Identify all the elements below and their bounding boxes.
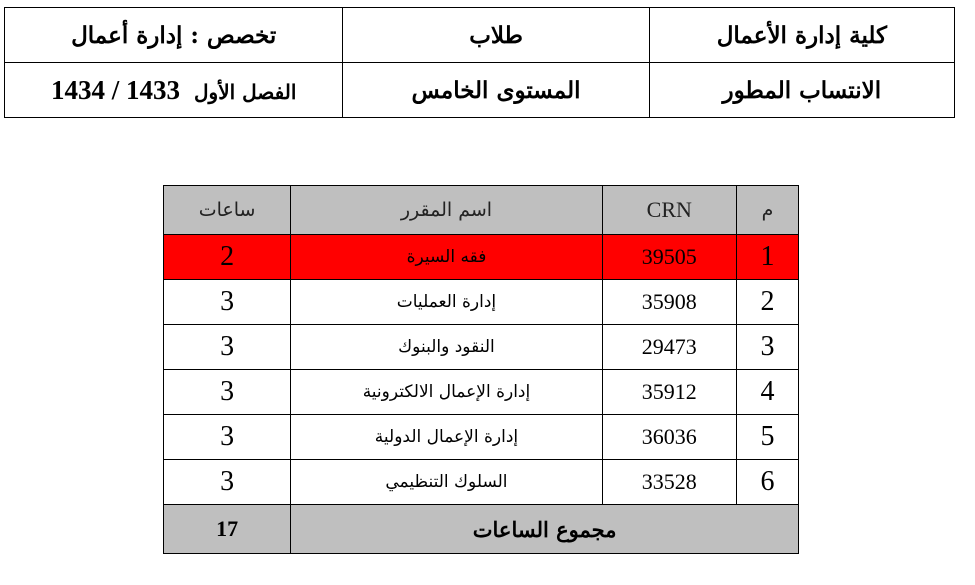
table-row: [164, 460, 799, 505]
row-hours: 3: [164, 415, 291, 460]
semester-cell: [5, 63, 343, 118]
table-row: [164, 370, 799, 415]
row-number: 6: [736, 460, 798, 505]
courses-table: [163, 185, 799, 554]
row-hours: 3: [164, 460, 291, 505]
semester-label: الفصل الأول: [194, 79, 297, 104]
table-row: [164, 280, 799, 325]
column-header-hours: ساعات: [164, 186, 291, 235]
level-cell: المستوى الخامس: [343, 63, 649, 118]
row-hours: 3: [164, 280, 291, 325]
table-row: [164, 235, 799, 280]
row-number: 3: [736, 325, 798, 370]
semester-years: 1434 / 1433: [50, 74, 180, 105]
table-row: [164, 415, 799, 460]
row-number: 2: [736, 280, 798, 325]
row-course-name: النقود والبنوك: [291, 325, 602, 370]
row-number: 1: [736, 235, 798, 280]
row-crn: 39505: [602, 235, 736, 280]
table-row: [164, 325, 799, 370]
row-crn: 29473: [602, 325, 736, 370]
row-number: 5: [736, 415, 798, 460]
row-crn: 36036: [602, 415, 736, 460]
row-course-name: إدارة الإعمال الدولية: [291, 415, 602, 460]
row-crn: 33528: [602, 460, 736, 505]
row-course-name: السلوك التنظيمي: [291, 460, 602, 505]
column-header-course-name: اسم المقرر: [291, 186, 602, 235]
total-hours-label: مجموع الساعات: [291, 505, 799, 554]
row-crn: 35912: [602, 370, 736, 415]
program-info-row-1: [5, 8, 955, 63]
row-crn: 35908: [602, 280, 736, 325]
total-row: [164, 505, 799, 554]
column-header-number: م: [736, 186, 798, 235]
total-hours-value: 17: [164, 505, 291, 554]
program-cell: الانتساب المطور: [649, 63, 954, 118]
row-course-name: إدارة العمليات: [291, 280, 602, 325]
program-info-table: [4, 7, 955, 118]
row-hours: 3: [164, 370, 291, 415]
row-hours: 2: [164, 235, 291, 280]
courses-table-header: [164, 186, 799, 235]
row-course-name: إدارة الإعمال الالكترونية: [291, 370, 602, 415]
category-cell: طلاب: [343, 8, 649, 63]
column-header-crn: CRN: [602, 186, 736, 235]
row-hours: 3: [164, 325, 291, 370]
row-course-name: فقه السيرة: [291, 235, 602, 280]
program-info-row-2: [5, 63, 955, 118]
college-cell: كلية إدارة الأعمال: [649, 8, 954, 63]
specialization-cell: تخصص : إدارة أعمال: [5, 8, 343, 63]
row-number: 4: [736, 370, 798, 415]
